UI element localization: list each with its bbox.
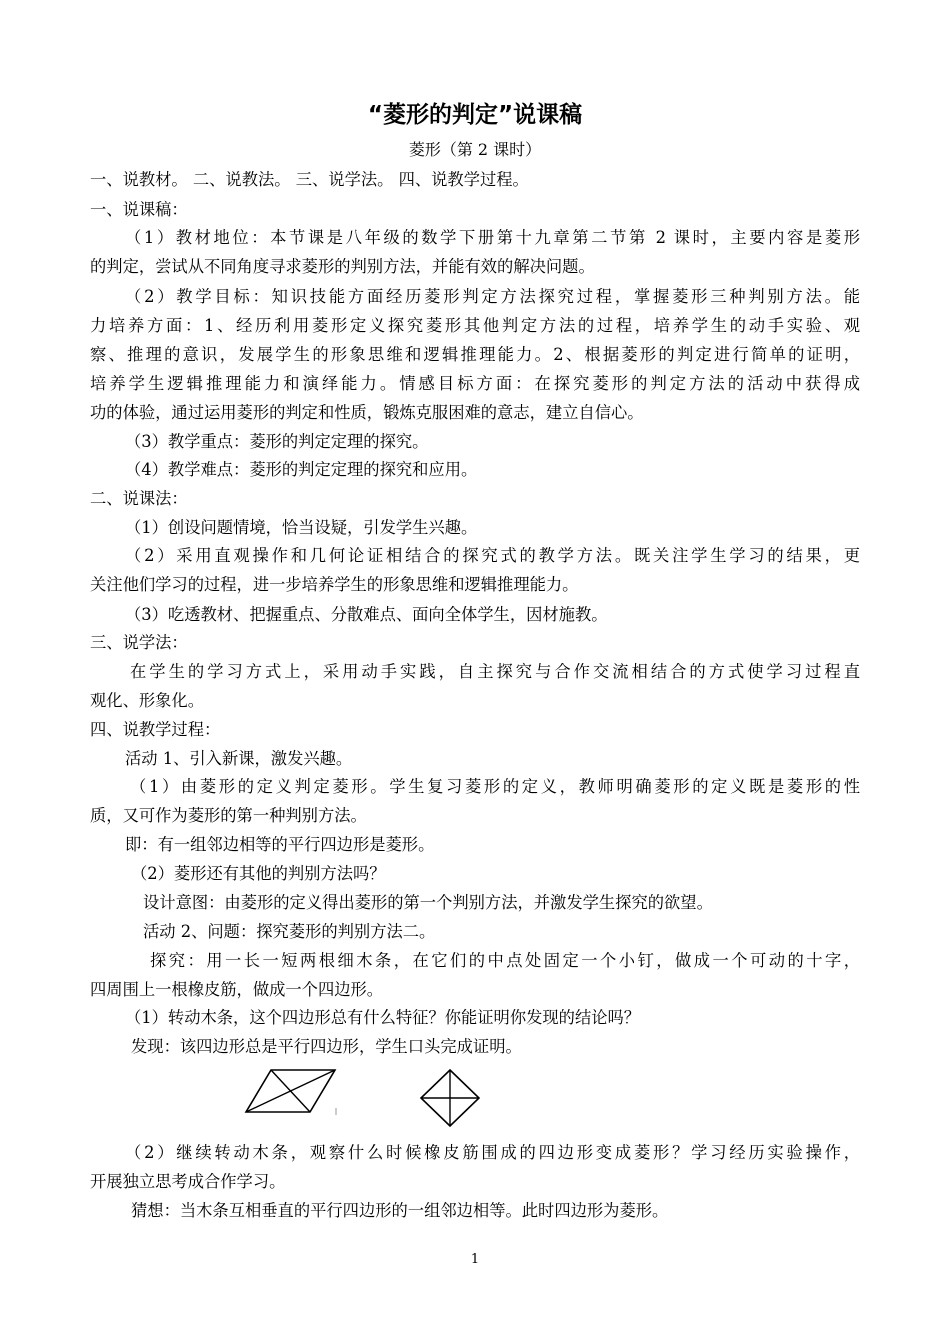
paragraph-line: 培养学生逻辑推理能力和演绎能力。情感目标方面：在探究菱形的判定方法的活动中获得成	[90, 374, 860, 393]
paragraph-line: 猜想：当木条互相垂直的平行四边形的一组邻边相等。此时四边形为菱形。	[131, 1201, 669, 1220]
paragraph-line: 观化、形象化。	[90, 691, 204, 710]
paragraph-line: 活动 1、引入新课，激发兴趣。	[125, 749, 353, 768]
paragraph-line: 开展独立思考成合作学习。	[90, 1172, 286, 1191]
rhombus-figure	[418, 1068, 482, 1128]
section-heading: 一、说课稿：	[90, 200, 188, 219]
paragraph-line: 活动 2、问题：探究菱形的判别方法二。	[143, 922, 436, 941]
paragraph-line: 四周围上一根橡皮筋，做成一个四边形。	[90, 980, 384, 999]
paragraph-line: 功的体验，通过运用菱形的判定和性质，锻炼克服困难的意志，建立自信心。	[90, 403, 644, 422]
paragraph-line: 在学生的学习方式上，采用动手实践，自主探究与合作交流相结合的方式使学习过程直	[130, 662, 860, 681]
section-heading: 二、说课法：	[90, 489, 188, 508]
paragraph-line: （1）由菱形的定义判定菱形。学生复习菱形的定义，教师明确菱形的定义既是菱形的性	[130, 777, 860, 796]
parallelogram-figure	[244, 1068, 339, 1115]
paragraph-line: 即：有一组邻边相等的平行四边形是菱形。	[125, 835, 435, 854]
document-subtitle: 菱形（第 2 课时）	[408, 140, 542, 159]
document-title: “菱形的判定”说课稿	[367, 102, 583, 128]
paragraph-line: 发现：该四边形总是平行四边形，学生口头完成证明。	[131, 1037, 522, 1056]
paragraph-line: （4）教学难点：菱形的判定定理的探究和应用。	[125, 460, 478, 479]
paragraph-line: （2）继续转动木条，观察什么时候橡皮筋围成的四边形变成菱形？学习经历实验操作，	[125, 1143, 860, 1162]
paragraph-line: （1）教材地位：本节课是八年级的数学下册第十九章第二节第 2 课时，主要内容是菱形	[125, 228, 860, 247]
paragraph-line: 力培养方面：1、经历利用菱形定义探究菱形其他判定方法的过程，培养学生的动手实验、观	[90, 316, 860, 335]
section-heading: 三、说学法：	[90, 633, 188, 652]
paragraph-line: （2）采用直观操作和几何论证相结合的探究式的教学方法。既关注学生学习的结果，更	[125, 546, 860, 565]
paragraph-line: 的判定，尝试从不同角度寻求菱形的判别方法，并能有效的解决问题。	[90, 257, 595, 276]
paragraph-line: （3）教学重点：菱形的判定定理的探究。	[125, 432, 429, 451]
paragraph-line: （1）转动木条，这个四边形总有什么特征？你能证明你发现的结论吗？	[125, 1008, 641, 1027]
paragraph-line: 设计意图：由菱形的定义得出菱形的第一个判别方法，并激发学生探究的欲望。	[143, 893, 713, 912]
paragraph-line: 关注他们学习的过程，进一步培养学生的形象思维和逻辑推理能力。	[90, 575, 579, 594]
section-heading: 四、说教学过程：	[90, 720, 221, 739]
paragraph-line: 探究：用一长一短两根细木条，在它们的中点处固定一个小钉，做成一个可动的十字，	[150, 951, 860, 970]
paragraph-line: 察、推理的意识，发展学生的形象思维和逻辑推理能力。2、根据菱形的判定进行简单的证明，	[90, 345, 860, 364]
paragraph-line: （2）菱形还有其他的判别方法吗？	[131, 864, 386, 883]
paragraph-line: （1）创设问题情境，恰当设疑，引发学生兴趣。	[125, 518, 478, 537]
paragraph-line: （2）教学目标：知识技能方面经历菱形判定方法探究过程，掌握菱形三种判别方法。能	[125, 287, 860, 306]
outline-line: 一、说教材。 二、说教法。 三、说学法。 四、说教学过程。	[90, 170, 529, 189]
paragraph-line: （3）吃透教材、把握重点、分散难点、面向全体学生，因材施教。	[125, 605, 608, 624]
page-number: 1	[470, 1252, 480, 1267]
paragraph-line: 质，又可作为菱形的第一种判别方法。	[90, 806, 367, 825]
